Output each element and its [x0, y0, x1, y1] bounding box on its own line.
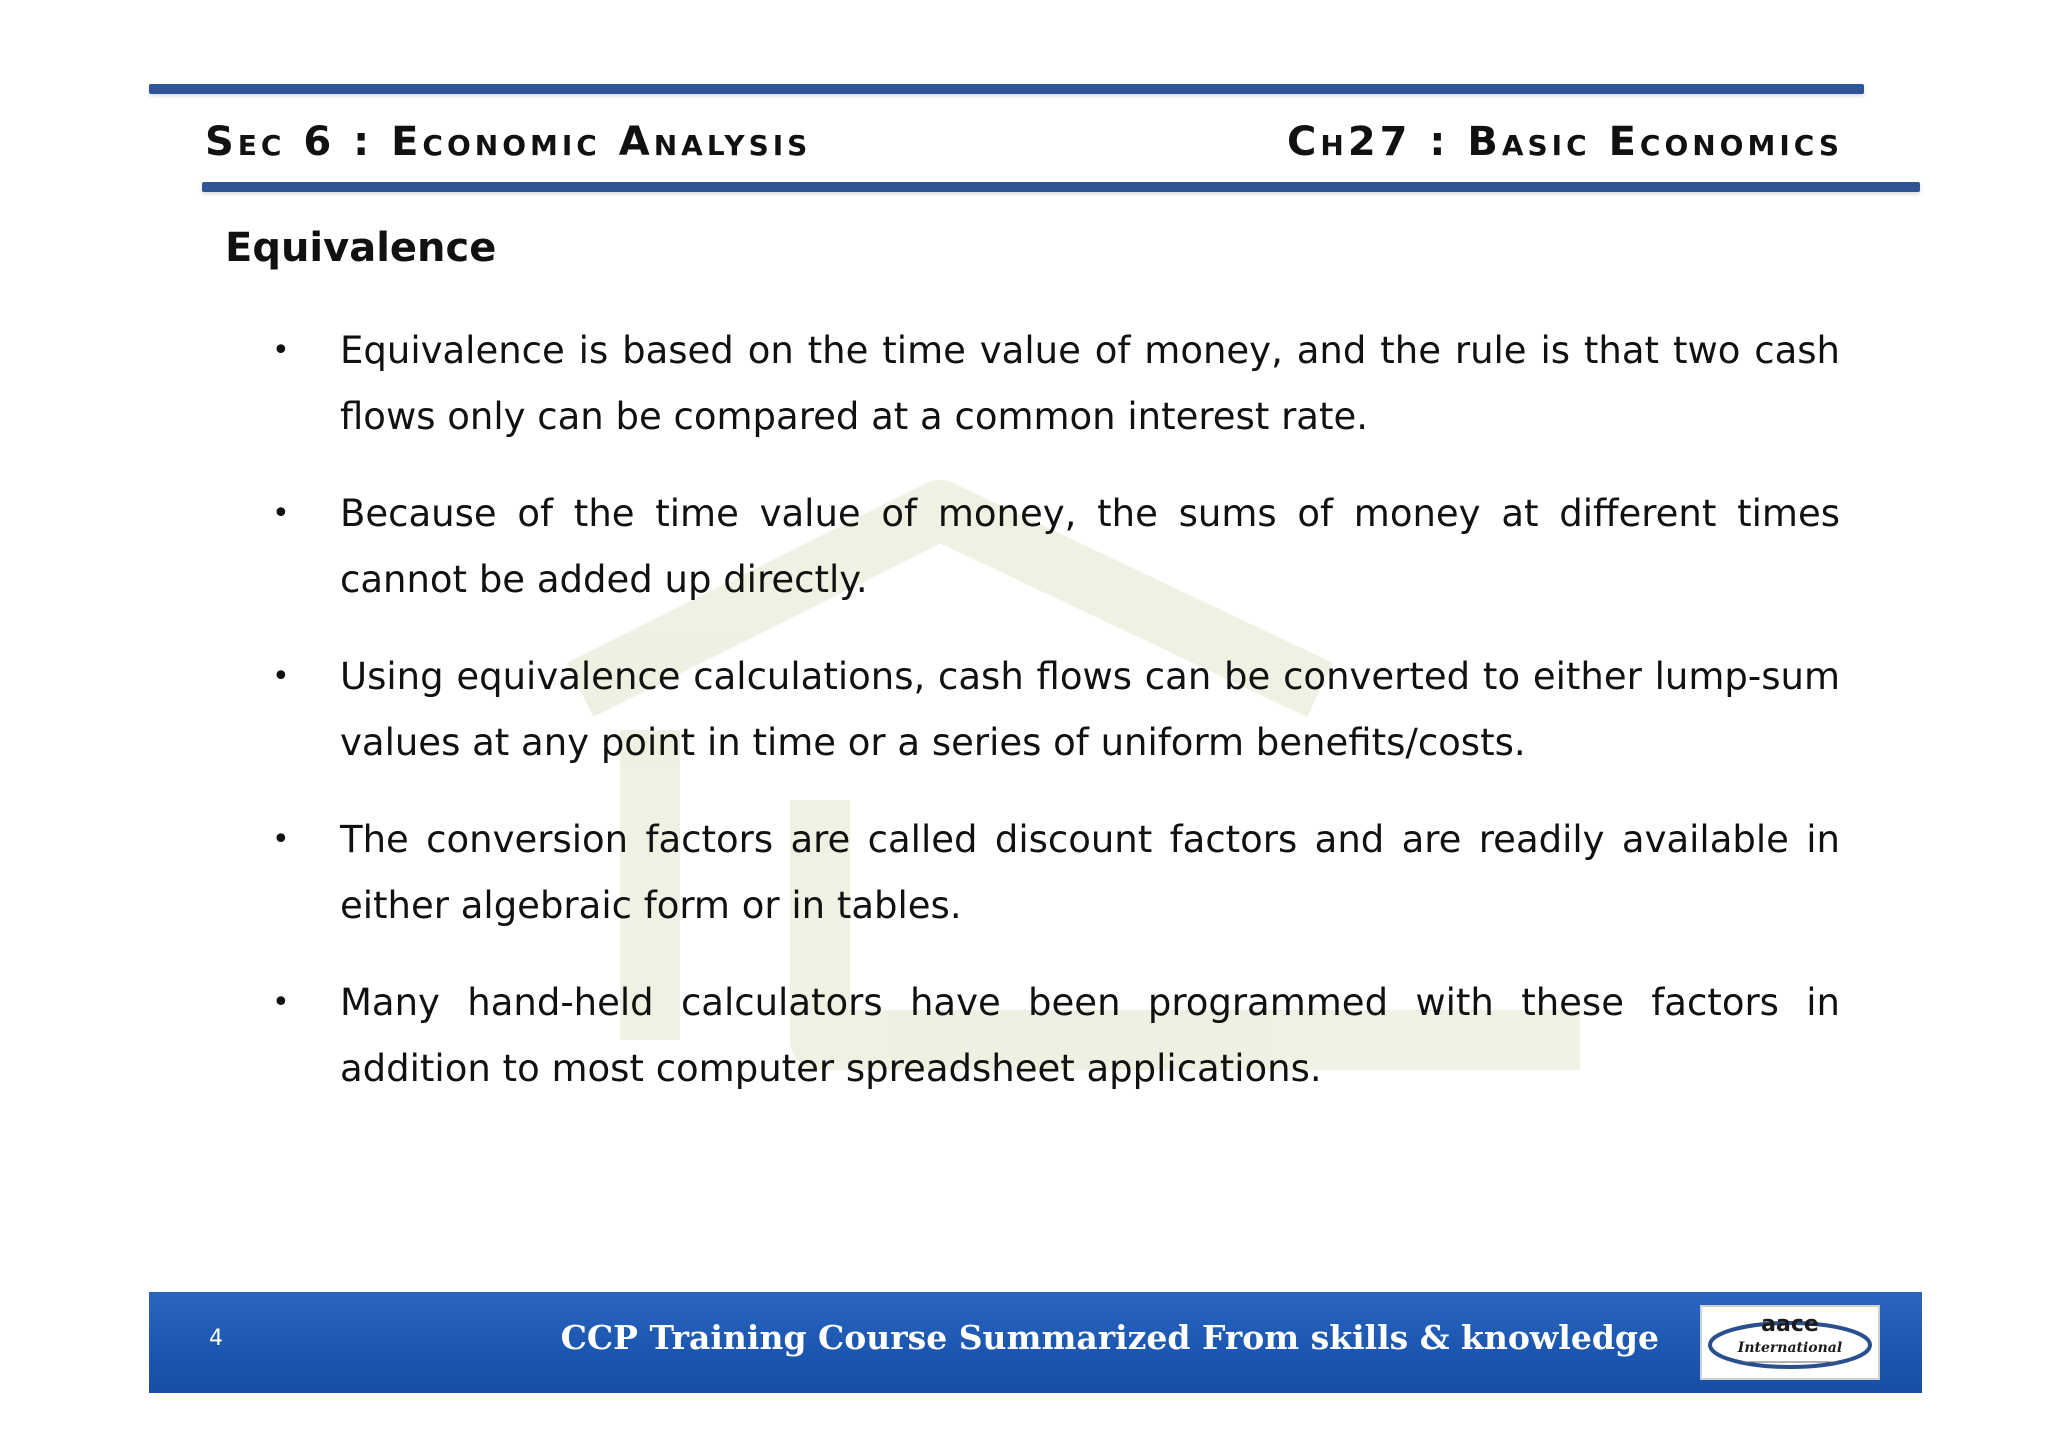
bullet-item — [268, 644, 1840, 776]
bullet-icon: • — [272, 333, 290, 368]
svg-text:aace: aace — [1761, 1312, 1819, 1337]
footer-course-text: CCP Training Course Summarized From skills & knowledge — [560, 1318, 1659, 1357]
chapter-heading: Ch27 : Basic Economics — [1287, 119, 1843, 165]
bullet-icon: • — [272, 659, 290, 694]
aace-logo — [1700, 1305, 1880, 1380]
bullet-icon: • — [272, 822, 290, 857]
footer-bar — [149, 1292, 1922, 1393]
bullet-item — [268, 481, 1840, 613]
bullet-item — [268, 970, 1840, 1102]
header-rule — [202, 182, 1920, 192]
section-heading: Sec 6 : Economic Analysis — [205, 119, 812, 165]
slide-title: Equivalence — [225, 225, 497, 271]
bullet-text: Many hand-held calculators have been programmed with these factors in addition to most computer spreadsheet applications. — [340, 981, 1840, 1090]
bullet-text: Equivalence is based on the time value of money, and the rule is that two cash flows only can be compared at a common interest rate. — [340, 329, 1840, 438]
bullet-item — [268, 318, 1840, 450]
bullet-text: Because of the time value of money, the sums of money at different times cannot be added up directly. — [340, 492, 1840, 601]
page-number: 4 — [209, 1326, 223, 1351]
svg-text:International: International — [1737, 1340, 1843, 1356]
bullet-item — [268, 807, 1840, 939]
top-rule — [149, 84, 1864, 94]
bullet-text: The conversion factors are called discount factors and are readily available in either algebraic form or in tables. — [340, 818, 1840, 927]
bullet-list — [268, 318, 1840, 1133]
bullet-text: Using equivalence calculations, cash flows can be converted to either lump-sum values at any point in time or a series of uniform benefits/costs. — [340, 655, 1840, 764]
bullet-icon: • — [272, 496, 290, 531]
bullet-icon: • — [272, 985, 290, 1020]
